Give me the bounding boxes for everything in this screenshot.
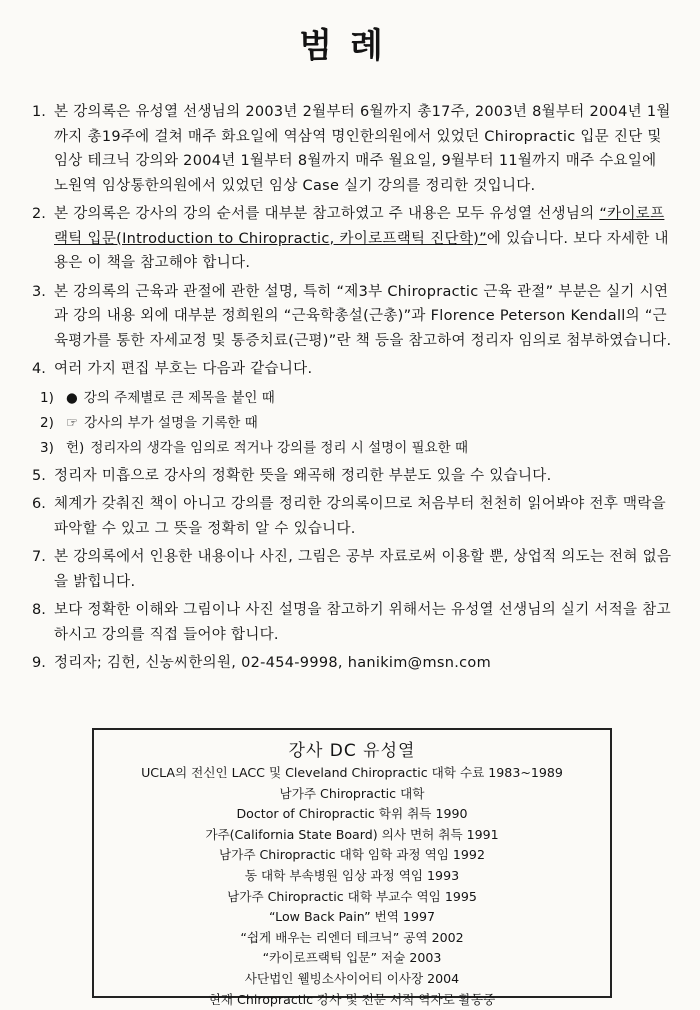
item-number: 5. bbox=[32, 467, 46, 484]
item-number: 6. bbox=[32, 496, 46, 512]
list-item bbox=[32, 492, 672, 541]
profile-line: 남가주 Chiropractic 대학 부교수 역임 1995 bbox=[227, 888, 477, 904]
profile-line: 남가주 Chiropractic 대학 임학 과정 역임 1992 bbox=[219, 847, 485, 863]
item-text: 본 강의록의 근육과 관절에 관한 설명, 특히 “제3부 Chiropractic 근육 관절” 부분은 실기 시연과 강의 내용 외에 대부분 정희원의 “근육학총설(근총)”과 Florence Peterson Kendall의 “근육평가를 통한 자세교정 및 통증치료(근평)”란 책 등을 참고하여 정리자 임의로 첨부하였습니다. bbox=[54, 283, 672, 349]
item-text-end: 에 있습니다. 보다 자세한 내용은 이 책을 참고해야 합니다. bbox=[54, 230, 669, 271]
symbol-item bbox=[32, 411, 672, 435]
list-item bbox=[32, 100, 672, 198]
profile-line: 동 대학 부속병원 임상 과정 역임 1993 bbox=[244, 867, 460, 883]
profile-line: “Low Back Pain” 번역 1997 bbox=[269, 909, 435, 925]
item-text: 본 강의록에서 인용한 내용이나 사진, 그림은 공부 자료로써 이용할 뿐, 상업적 의도는 전혀 없음을 밝힙니다. bbox=[54, 549, 672, 590]
list-item bbox=[32, 651, 672, 676]
symbol-item bbox=[32, 386, 672, 410]
editor-note-mark: 헌) bbox=[66, 439, 85, 456]
profile-line: 사단법인 웰빙소사이어티 이사장 2004 bbox=[244, 970, 460, 986]
item-text: 보다 정확한 이해와 그림이나 사진 설명을 참고하기 위해서는 유성열 선생님의 실기 서적을 참고하시고 강의를 직접 들어야 합니다. bbox=[54, 602, 671, 643]
list-item bbox=[32, 464, 672, 489]
item-number: 2. bbox=[32, 206, 46, 222]
bullet-icon: ● bbox=[66, 389, 78, 406]
symbol-text: 강사의 부가 설명을 기록한 때 bbox=[84, 414, 258, 431]
profile-line: 남가주 Chiropractic 대학 bbox=[279, 785, 425, 801]
symbol-number: 1) bbox=[40, 389, 54, 406]
symbol-item bbox=[32, 436, 672, 460]
symbol-number: 3) bbox=[40, 439, 54, 456]
item-text bbox=[54, 202, 672, 276]
list-item bbox=[32, 545, 672, 594]
profile-line: UCLA의 전신인 LACC 및 Cleveland Chiropractic 대학 수료 1983~1989 bbox=[141, 765, 563, 780]
instructor-title: 강사 DC 유성열 bbox=[288, 741, 416, 761]
instructor-profile-box bbox=[92, 728, 612, 1007]
item-number: 1. bbox=[32, 104, 46, 120]
item-number: 7. bbox=[32, 549, 46, 565]
profile-line: 현재 Chiropractic 강사 및 전문 서적 역자로 활동중 bbox=[208, 991, 496, 1007]
book-title-underlined: “카이로프랙틱 입문(Introduction to Chiropractic, 카이로프랙틱 진단학)” bbox=[54, 206, 665, 247]
item-text: 정리자 미흡으로 강사의 정확한 뜻을 왜곡해 정리한 부분도 있을 수 있습니다. bbox=[54, 467, 552, 484]
symbol-text: 강의 주제별로 큰 제목을 붙인 때 bbox=[83, 389, 275, 406]
item-number: 8. bbox=[32, 602, 46, 618]
item-text: 본 강의록은 유성열 선생님의 2003년 2월부터 6월까지 총17주, 2003년 8월부터 2004년 1월까지 총19주에 걸쳐 매주 화요일에 역삼역 명인한의원에서 있었던 Chiropractic 입문 진단 및 임상 테크닉 강의와 2004년 1월부터 8월까지 매주 월요일, 9월부터 11월까지 매주 수요일에 노원역 임상통한의원에서 있었던 임상 Case 실기 강의를 정리한 것입니다. bbox=[54, 104, 671, 194]
item-number: 9. bbox=[32, 655, 46, 671]
pointing-hand-icon: ☞ bbox=[66, 414, 79, 431]
list-item bbox=[32, 357, 672, 382]
item-text: 정리자; 김헌, 신농씨한의원, 02-454-9998, hanikim@msn.com bbox=[54, 655, 492, 671]
profile-line: “쉽게 배우는 리엔더 테크닉” 공역 2002 bbox=[240, 929, 464, 945]
profile-line: 가주(California State Board) 의사 면허 취득 1991 bbox=[205, 826, 499, 842]
symbol-text: 정리자의 생각을 임의로 적거나 강의를 정리 시 설명이 필요한 때 bbox=[90, 439, 468, 456]
profile-line: “카이로프랙틱 입문” 저술 2003 bbox=[262, 950, 442, 966]
list-item bbox=[32, 280, 672, 354]
item-text: 체계가 갖춰진 책이 아니고 강의를 정리한 강의록이므로 처음부터 천천히 읽어봐야 전후 맥락을 파악할 수 있고 그 뜻을 정확히 알 수 있습니다. bbox=[54, 496, 666, 537]
list-item bbox=[32, 202, 672, 276]
page-title: 범례 bbox=[299, 26, 401, 66]
notes-list bbox=[32, 100, 672, 680]
item-text-start: 본 강의록은 강사의 강의 순서를 대부분 참고하였고 주 내용은 모두 유성열 선생님의 bbox=[54, 206, 600, 222]
item-number: 4. bbox=[32, 361, 46, 377]
item-number: 3. bbox=[32, 283, 46, 300]
profile-line: Doctor of Chiropractic 학위 취득 1990 bbox=[236, 806, 468, 822]
item-text: 여러 가지 편집 부호는 다음과 같습니다. bbox=[54, 361, 313, 377]
symbol-number: 2) bbox=[40, 414, 54, 431]
list-item bbox=[32, 598, 672, 647]
